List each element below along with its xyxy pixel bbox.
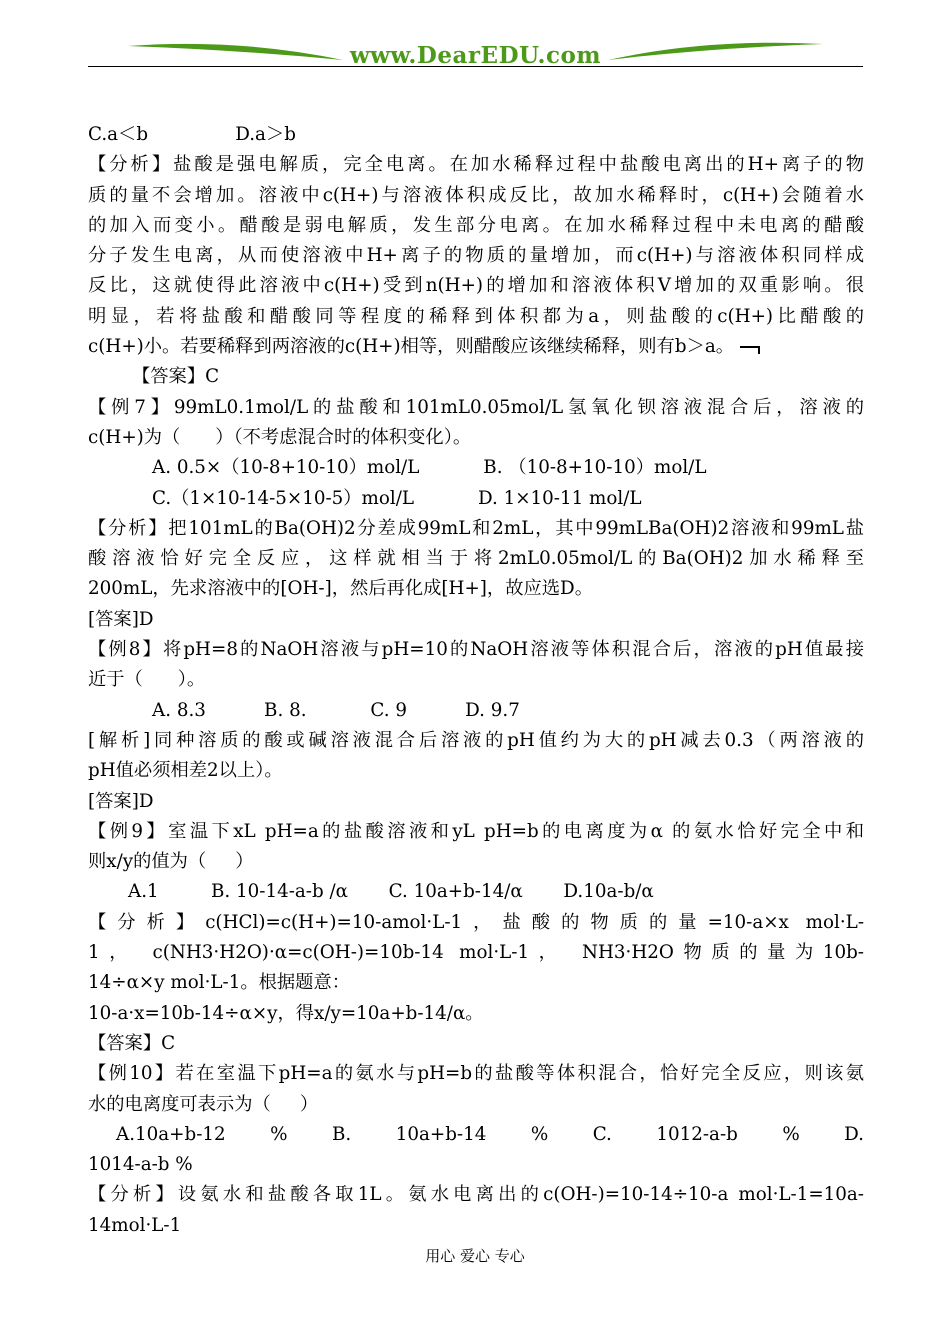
answer-line: 【答案】C xyxy=(88,1032,176,1054)
question-line: 【例8】将pH=8的NaOH溶液与pH=10的NaOH溶液等体积混合后，溶液的pH值最接 xyxy=(88,639,864,661)
option-line: A.1 B. 10-14-a-b /α C. 10a+b-14/α D.10a-b/α xyxy=(128,881,654,903)
option-line: A. 0.5×（10-8+10-10）mol/L B. （10-8+10-10）mol/L xyxy=(152,457,707,479)
text-line: 14mol·L-1 xyxy=(88,1214,182,1236)
option-line: C.（1×10-14-5×10-5）mol/L D. 1×10-11 mol/L xyxy=(152,487,642,509)
text-line: 10-a·x=10b-14÷α×y，得x/y=10a+b-14/α。 xyxy=(88,1002,484,1024)
text-line: 200mL，先求溶液中的[OH-]，然后再化成[H+]，故应选D。 xyxy=(88,578,593,600)
answer-line: [答案]D xyxy=(88,608,154,630)
text-line: 则x/y的值为（ ） xyxy=(88,851,254,873)
header-rule xyxy=(88,66,863,67)
text-line: 【分析】盐酸是强电解质，完全电离。在加水稀释过程中盐酸电离出的H+离子的物 xyxy=(88,154,864,176)
site-logo: www.DearEDU.com xyxy=(349,42,602,69)
text-line: 反比，这就使得此溶液中c(H+)受到n(H+)的增加和溶液体积V增加的双重影响。很 xyxy=(88,275,864,297)
page-footer: 用心 爱心 专心 xyxy=(425,1247,525,1265)
paragraph-mark-icon xyxy=(740,346,760,358)
document-body xyxy=(88,120,864,1241)
text-line: 【分析】设氨水和盐酸各取1L。氨水电离出的c(OH-)=10-14÷10-a mol·L-1=10a- xyxy=(88,1184,864,1206)
text-line: 1014-a-b % xyxy=(88,1154,193,1176)
text-line: 近于（ ）。 xyxy=(88,669,206,691)
text-line xyxy=(88,332,864,362)
answer-line: [答案]D xyxy=(88,790,154,812)
text-line: 水的电离度可表示为（ ） xyxy=(88,1093,319,1115)
text-line: 1， c(NH3·H2O)·α=c(OH-)=10b-14 mol·L-1， NH3·H2O物质的量为10b- xyxy=(88,942,864,964)
option-line: A. 8.3 B. 8. C. 9 D. 9.7 xyxy=(152,699,520,721)
text-line: [解析]同种溶质的酸或碱溶液混合后溶液的pH值约为大的pH减去0.3（两溶液的 xyxy=(88,729,864,751)
option-line: A.10a+b-12 % B. 10a+b-14 % C. 1012-a-b % D. xyxy=(116,1123,864,1145)
page-header xyxy=(88,30,863,76)
text-line: 【分析】c(HCl)=c(H+)=10-amol·L-1，盐酸的物质的量=10-a×x mol·L- xyxy=(88,911,864,933)
text-line: c(H+)为（ ）（不考虑混合时的体积变化）。 xyxy=(88,426,472,448)
question-line: 【例10】若在室温下pH=a的氨水与pH=b的盐酸等体积混合，恰好完全反应，则该氨 xyxy=(88,1063,864,1085)
text-line: 的加入而变小。醋酸是弱电解质，发生部分电离。在加水稀释过程中未电离的醋酸 xyxy=(88,214,864,236)
text-line: pH值必须相差2以上）。 xyxy=(88,760,283,782)
question-line: 【例7】99mL0.1mol/L的盐酸和101mL0.05mol/L氢氧化钡溶液混合后，溶液的 xyxy=(88,396,864,418)
text-line: 14÷α×y mol·L-1。根据题意： xyxy=(88,972,351,994)
text-line: 明显，若将盐酸和醋酸同等程度的稀释到体积都为a，则盐酸的c(H+)比醋酸的 xyxy=(88,305,864,327)
text-span: c(H+)小。若要稀释到两溶液的c(H+)相等，则醋酸应该继续稀释，则有b＞a。 xyxy=(88,336,735,358)
text-line: 质的量不会增加。溶液中c(H+)与溶液体积成反比，故加水稀释时，c(H+)会随着水 xyxy=(88,184,864,206)
text-line: 酸溶液恰好完全反应，这样就相当于将2mL0.05mol/L的Ba(OH)2加水稀释至 xyxy=(88,548,864,570)
text-line: 【分析】把101mL的Ba(OH)2分差成99mL和2mL，其中99mLBa(OH)2溶液和99mL盐 xyxy=(88,517,864,539)
question-line: 【例9】室温下xL pH=a的盐酸溶液和yL pH=b的电离度为α 的氨水恰好完全中和 xyxy=(88,820,864,842)
answer-line: 【答案】C xyxy=(132,366,220,388)
text-line: 分子发生电离，从而使溶液中H+离子的物质的量增加，而c(H+)与溶液体积同样成 xyxy=(88,245,864,267)
text-line: C.a＜b D.a＞b xyxy=(88,124,296,145)
